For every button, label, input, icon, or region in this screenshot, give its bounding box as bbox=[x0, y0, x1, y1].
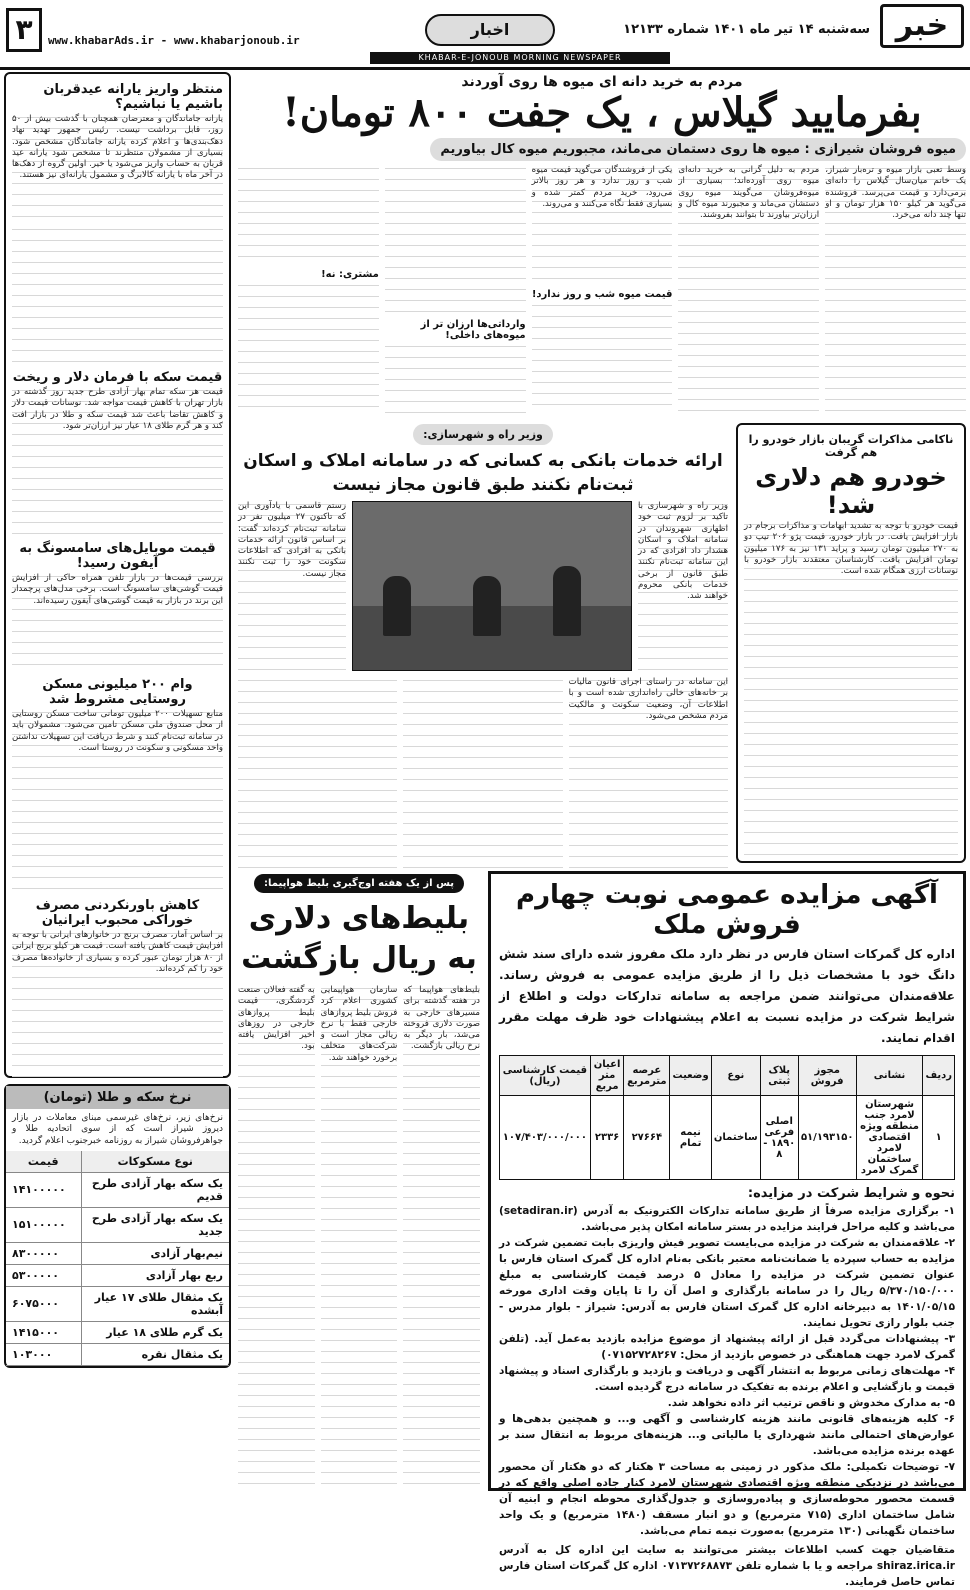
notice-cell: ۵۱/۱۹۳۱۵۰ bbox=[798, 1096, 856, 1180]
conditions-title: نحوه و شرایط شرکت در مزایده: bbox=[747, 1186, 955, 1201]
article-title: قیمت موبایل‌های سامسونگ به آیفون رسید! bbox=[19, 541, 216, 571]
lead-body-columns bbox=[238, 165, 966, 415]
notice-cell: ۱۰۷/۴۰۳/۰۰۰/۰۰۰ bbox=[500, 1096, 591, 1180]
left-news-box bbox=[4, 72, 231, 1078]
car-news-box bbox=[736, 423, 966, 863]
coin-price: ۶۰۷۵۰۰۰ bbox=[6, 1286, 81, 1321]
lead-body-continued bbox=[238, 165, 379, 265]
page-number: ۳ bbox=[6, 8, 42, 52]
notice-title: آگهی مزایده عمومی نوبت چهارم فروش ملک bbox=[516, 880, 938, 940]
notice-cell: ۲۳۳۶ bbox=[590, 1096, 624, 1180]
price-row bbox=[6, 1172, 229, 1207]
bank-headline: ارائه خدمات بانکی به کسانی که در سامانه املاک و اسکان ثبت‌نام نکنند طبق قانون مجاز نیست bbox=[243, 451, 723, 495]
main-column bbox=[237, 72, 966, 1588]
col-header-price: قیمت bbox=[6, 1151, 81, 1173]
coin-price: ۱۴۱۰۰۰۰۰ bbox=[6, 1172, 81, 1207]
lead-body-continued bbox=[385, 343, 526, 423]
price-row bbox=[6, 1242, 229, 1264]
lead-body-continued bbox=[532, 302, 673, 412]
lead-subhead: میوه فروشان شیرازی : میوه ها روی دستمان می‌ماند، مجبوریم میوه کال بیاوریم bbox=[430, 138, 966, 161]
coin-name: یک گرم طلای ۱۸ عیار bbox=[81, 1321, 229, 1343]
coin-name: نیم‌بهار آزادی bbox=[81, 1242, 229, 1264]
bank-photo bbox=[352, 501, 632, 671]
lead-subheading: وارداتی‌ها ارزان تر از میوه‌های داخلی! bbox=[420, 319, 526, 341]
price-row bbox=[6, 1321, 229, 1343]
notice-cell: ۱ bbox=[923, 1096, 955, 1180]
coin-name: یک سکه بهار آزادی طرح قدیم bbox=[81, 1172, 229, 1207]
notice-col-header: نوع bbox=[711, 1056, 760, 1096]
notice-footer: متقاضیان جهت کسب اطلاعات بیشتر می‌توانند به سایت این اداره کل به آدرس shiraz.irica.ir مراجعه و یا با شماره تلفن ۰۷۱۳۷۲۶۸۸۷۳ اداره کل گمرکات استان فارس تماس حاصل فرمایند. bbox=[499, 1544, 955, 1588]
bank-body-continued bbox=[238, 677, 397, 877]
flight-body: به گفته فعالان صنعت گردشگری، قیمت بلیط پروازهای خارجی در روزهای اخیر افزایش یافته بود. bbox=[238, 985, 315, 1485]
notice-intro: اداره کل گمرکات استان فارس در نظر دارد ملک مفروز شده دارای سند شش دانگ خود با مشخصات ذیل را از طریق مزایده عمومی به فروش رساند. علاقه‌مندان می‌توانند ضمن مراجعه به سامانه تدارکات دولت و اطلاع از شرایط شرکت در مزایده نسبت به اعلام پیشنهادات خود ظرف مهلت مقرر اقدام نمایند. bbox=[499, 947, 955, 1045]
lead-body: مردم به دلیل گرانی به خرید دانه‌ای میوه روی آورده‌اند؛ بسیاری از میوه‌فروشان می‌گویند میوه روی دستشان می‌ماند و مجبورند میوه کال و ارزان‌تر بیاورند تا بتوانند بفروشند. bbox=[678, 165, 819, 415]
coin-name: یک سکه بهار آزادی طرح جدید bbox=[81, 1207, 229, 1242]
article-title: منتظر واریز یارانه عیدقربان باشیم یا نباشیم؟ bbox=[43, 82, 223, 112]
newspaper-logo: خبر bbox=[880, 4, 964, 48]
notice-cell: ساختمان bbox=[711, 1096, 760, 1180]
notice-col-header: پلاک ثبتی bbox=[760, 1056, 798, 1096]
notice-col-header: وضعیت bbox=[670, 1056, 712, 1096]
section-tab: اخبار bbox=[425, 14, 555, 46]
article-body: قیمت هر سکه تمام بهار آزادی طرح جدید روز گذشته در بازار تهران با کاهش قیمت مواجه شد. نوسانات قیمت دلار و کاهش تقاضا باعث شد قیمت سکه و طلا در بازار افت کند و هر گرم طلای ۱۸ عیار نیز ارزان‌تر شود. bbox=[12, 387, 223, 537]
lead-subheading: مشتری: نه! bbox=[321, 269, 379, 280]
masthead-strip: KHABAR-E-JONOUB MORNING NEWSPAPER bbox=[370, 52, 670, 64]
coin-price: ۱۰۳۰۰۰ bbox=[6, 1343, 81, 1365]
article-title: وام ۲۰۰ میلیونی مسکن روستایی مشروط شد bbox=[42, 677, 193, 707]
notice-col-header: ردیف bbox=[923, 1056, 955, 1096]
article-body: بررسی قیمت‌ها در بازار تلفن همراه حاکی از افزایش قیمت گوشی‌های سامسونگ است. برخی مدل‌های پرچمدار این برند در بازار به قیمت گوشی‌های آیفون رسیده‌اند. bbox=[12, 573, 223, 673]
article-body-continued bbox=[12, 226, 223, 366]
coin-price: ۸۳۰۰۰۰۰ bbox=[6, 1242, 81, 1264]
flight-headline: بلیط‌های دلاری به ریال بازگشت bbox=[241, 901, 477, 976]
notice-cell: اصلی فرعی ۱۸۹۰ - ۸ bbox=[760, 1096, 798, 1180]
car-kicker: ناکامی مذاکرات گریبان بازار خودرو را هم گرفت bbox=[748, 433, 954, 459]
notice-row bbox=[500, 1096, 955, 1180]
notice-condition: ۷- توضیحات تکمیلی: ملک مذکور در زمینی به مساحت ۳ هکتار که دو هکتار آن محصور می‌باشد در نزدیکی منطقه ویژه اقتصادی شهرستان لامرد کنار جاده اصلی واقع که در قسمت محصور محوطه‌سازی و پیاده‌روسازی و جدول‌گذاری محوطه انجام و ابنیه آن شامل ساختمان اداری (۷۱۵ مترمربع) و دو انبار مسقف (۱۴۸۰ مترمربع) و یک واحد ساختمان نگهبانی (۱۳۰ مترمربع) به‌صورت نیمه تمام می‌باشد. bbox=[499, 1461, 955, 1537]
price-box-title: نرخ سکه و طلا (تومان) bbox=[6, 1086, 229, 1109]
lead-body-continued bbox=[385, 165, 526, 315]
coin-price: ۵۳۰۰۰۰۰ bbox=[6, 1264, 81, 1286]
site-urls: www.khabarAds.ir - www.khabarjonoub.ir bbox=[48, 34, 300, 47]
notice-condition: ۴- مهلت‌های زمانی مربوط به انتشار آگهی و دریافت و بازدید و بارگذاری اسناد و پیشنهاد قیمت و بازگشایی و اعلام برنده به تفکیک در سامانه درج گردیده است. bbox=[499, 1365, 955, 1393]
notice-condition: ۲- علاقه‌مندان به شرکت در مزایده می‌بایست تصویر فیش واریزی بابت تضمین شرکت در مزایده به حساب سپرده یا ضمانت‌نامه معتبر بانکی به‌نام اداره کل گمرک استان فارس با عنوان تضمین شرکت در مزایده را معادل ۵ درصد قیمت کارشناسی به مبلغ ۵/۳۷۰/۱۵۰/۰۰۰ ریال را در سامانه بارگذاری و اصل آن را تا پایان وقت اداری مورخه ۱۴۰۱/۰۵/۱۵ به دبیرخانه اداره کل گمرک استان فارس به آدرس: شیراز - بلوار مدرس - جنب بلوار رازی تحویل نمایند. bbox=[499, 1237, 955, 1329]
price-row bbox=[6, 1207, 229, 1242]
col-header-name: نوع مسکوکات bbox=[81, 1151, 229, 1173]
article-body: بر اساس آمار، مصرف برنج در خانوارهای ایرانی با توجه به افزایش قیمت کاهش یافته است. قیمت هر کیلو برنج ایرانی از ۸۰ هزار تومان عبور کرده و بسیاری از خانواده‌ها مصرف خود را کم کرده‌اند. bbox=[12, 930, 223, 1080]
article-title: کاهش باورنکردنی مصرف خوراکی محبوب ایرانیان bbox=[35, 898, 200, 928]
notice-col-header: نشانی bbox=[856, 1056, 923, 1096]
price-table bbox=[6, 1151, 229, 1366]
notice-col-header: اعیان متر مربع bbox=[590, 1056, 624, 1096]
notice-col-header: مجوز فروش bbox=[798, 1056, 856, 1096]
notice-condition: ۱- برگزاری مزایده صرفاً از طریق سامانه تدارکات الکترونیک به آدرس (setadiran.ir) می‌باشد و کلیه مراحل فرایند مزایده در بستر سامانه امکان پذیر می‌باشد. bbox=[499, 1205, 955, 1233]
notice-condition: ۶- کلیه هزینه‌های قانونی مانند هزینه کارشناسی و آگهی و... و همچنین بدهی‌ها و عوارض‌های احتمالی مانند شهرداری یا مالیاتی و... هزینه‌های مربوط به انتقال سند بر عهده برنده مزایده می‌باشد. bbox=[499, 1413, 955, 1457]
coin-name: یک مثقال نقره bbox=[81, 1343, 229, 1365]
masthead bbox=[0, 0, 970, 70]
notice-cell: ۲۷۶۶۴ bbox=[624, 1096, 670, 1180]
notice-cell: نیمه تمام bbox=[670, 1096, 712, 1180]
lead-subheading: قیمت میوه شب و روز ندارد! bbox=[531, 289, 673, 300]
lead-kicker: مردم به خرید دانه ای میوه ها روی آوردند bbox=[461, 74, 743, 90]
bank-body: این سامانه در راستای اجرای قانون مالیات بر خانه‌های خالی راه‌اندازی شده است و با اطلاعات آن، وضعیت سکونت و مالکیت مردم مشخص می‌شود. bbox=[569, 677, 728, 877]
notice-cell: شهرستان لامرد جنب منطقه ویژه اقتصادی لامرد ساختمان گمرک لامرد bbox=[856, 1096, 923, 1180]
bank-body-continued bbox=[403, 677, 562, 877]
car-body: قیمت خودرو با توجه به تشدید ابهامات و مذاکرات برجام در بازار افزایش یافت. در بازار خودرو، قیمت پژو ۲۰۶ تیپ دو به ۲۷۰ میلیون تومان رسید و پراید ۱۳۱ نیز به ۱۷۶ میلیون تومان افزایش یافت. کارشناسان معتقدند بازار خودرو با نوسانات ارزی همگام شده است. bbox=[744, 521, 958, 861]
flight-kicker: پس از یک هفته اوج‌گیری بلیط هواپیما: bbox=[254, 874, 464, 893]
car-headline: خودرو هم دلاری شد! bbox=[755, 463, 947, 519]
coin-name: ربع بهار آزادی bbox=[81, 1264, 229, 1286]
notice-col-header: قیمت کارشناسی (ریال) bbox=[500, 1056, 591, 1096]
notice-condition: ۵- به مدارک مخدوش و ناقص ترتیب اثر داده نخواهد شد. bbox=[667, 1397, 955, 1409]
price-row bbox=[6, 1286, 229, 1321]
lead-headline: بفرمایید گیلاس ، یک جفت ۸۰۰ تومان! bbox=[282, 89, 922, 136]
bank-body: رستم قاسمی با یادآوری این که تاکنون ۲۷ میلیون نفر در سامانه ثبت‌نام کرده‌اند گفت: بر اساس قانون ارائه خدمات بانکی به افرادی که اطلاعات سکونت خود را ثبت نکنند مجاز نیست. bbox=[238, 501, 346, 671]
dateline: سه‌شنبه ۱۴ تیر ماه ۱۴۰۱ شماره ۱۲۱۳۳ bbox=[623, 22, 870, 37]
price-row bbox=[6, 1264, 229, 1286]
article-body: منابع تسهیلات ۲۰۰ میلیون تومانی ساخت مسکن روستایی از محل صندوق ملی مسکن تامین می‌شود. مشمولان باید در سامانه ثبت‌نام کنند و شرط دریافت این تسهیلات نداشتن واحد مسکونی و سکونت در روستا است. bbox=[12, 709, 223, 894]
notice-col-header: عرصه مترمربع bbox=[624, 1056, 670, 1096]
flight-body: بلیط‌های هواپیما که در هفته گذشته برای مسیرهای خارجی به صورت دلاری فروخته می‌شد، بار دیگر به نرخ ریالی بازگشت. bbox=[403, 985, 480, 1485]
coin-price: ۱۴۱۵۰۰۰ bbox=[6, 1321, 81, 1343]
notice-table bbox=[499, 1055, 955, 1180]
price-intro: نرخ‌های زیر، نرخ‌های غیرسمی مبنای معاملات در بازار دیروز شیراز است که از سوی اتحادیه طلا و جواهرفروشان شیراز به روزنامه خبرجنوب اعلام گردید. bbox=[12, 1113, 223, 1146]
notice-condition: ۳- پیشنهادات می‌گردد قبل از ارائه پیشنهاد از موضوع مزایده بازدید به‌عمل آید. (تلفن گمرک لامرد جهت هماهنگی در خصوص بازدید از محل: ۰۷۱۵۲۷۲۸۲۶۷) bbox=[499, 1333, 955, 1361]
lead-body: یکی از فروشندگان می‌گوید قیمت میوه شب و روز ندارد و هر روز بالاتر می‌رود، خرید مردم کمتر شده و بسیاری فقط نگاه می‌کنند و می‌روند. bbox=[532, 165, 673, 285]
article-body: یارانه جاماندگان و معترضان همچنان با گذشت بیش از ۵۰ روز، قابل برداشت نیست. رئیس جمهور تهدید نهاد دهک‌بندی‌ها و اعلام کرده یارانه جاماندگان مشخص شود. بسیاری از مشمولان منتظرند تا مشخص شود یارانه عید قربان به حساب واریز می‌شود یا خیر. اولین گروه از دهک‌ها در آخر ماه با یارانه کالابرگ و مشمول یارانه‌ای نیز هستند. bbox=[12, 114, 223, 224]
coin-name: یک مثقال طلای ۱۷ عیار آبشده bbox=[81, 1286, 229, 1321]
bank-body: وزیر راه و شهرسازی با تاکید بر لزوم ثبت خود اظهاری شهروندان در سامانه املاک و اسکان هشدار داد افرادی که در این سامانه ثبت‌نام نکنند طبق قانون از برخی خدمات بانکی محروم خواهند شد. bbox=[638, 501, 728, 671]
auction-notice bbox=[488, 871, 966, 1588]
bank-kicker: وزیر راه و شهرسازی: bbox=[413, 424, 553, 445]
price-row bbox=[6, 1343, 229, 1365]
lead-body: وسط تعبی بازار میوه و تره‌بار شیراز، یک خانم میان‌سال گیلاس را دانه‌ای برمی‌دارد و قیمت می‌پرسد. فروشنده می‌گوید هر کیلو ۱۵۰ هزار تومان و او تنها چند دانه می‌خرد. bbox=[825, 165, 966, 415]
coin-price: ۱۵۱۰۰۰۰۰ bbox=[6, 1207, 81, 1242]
flight-body: سازمان هواپیمایی کشوری اعلام کرد فروش بلیط پروازهای خارجی فقط با نرخ ریالی مجاز است و شرکت‌های متخلف برخورد خواهند شد. bbox=[321, 985, 398, 1485]
article-title: قیمت سکه با فرمان دلار و ریخت bbox=[12, 370, 223, 385]
lead-body-continued bbox=[238, 282, 379, 412]
gold-price-box bbox=[4, 1084, 231, 1368]
left-column bbox=[4, 72, 231, 1432]
